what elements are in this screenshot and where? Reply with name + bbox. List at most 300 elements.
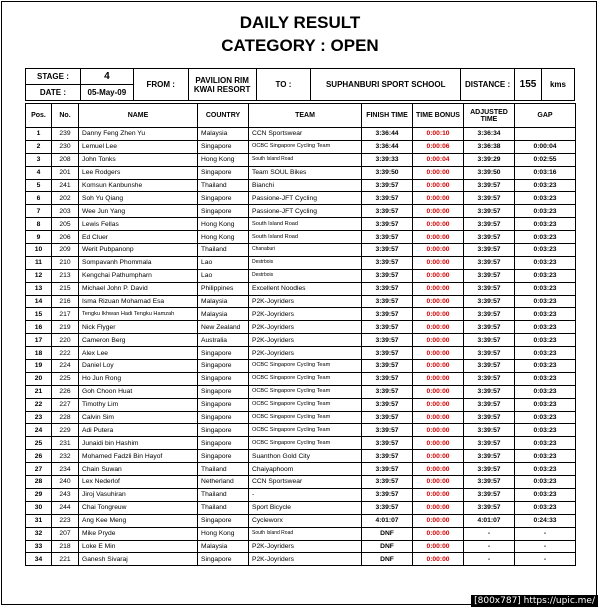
table-row	[26, 244, 576, 257]
col-adjusted-time	[464, 104, 515, 128]
distance-value: 155	[515, 69, 542, 101]
cell-time-bonus: 0:00:00	[413, 437, 464, 450]
distance-unit: kms	[542, 69, 575, 101]
from-line2: KWAI RESORT	[193, 84, 251, 94]
cell-time-bonus: 0:00:00	[413, 398, 464, 411]
cell-finish-time: 4:01:07	[362, 514, 413, 527]
table-row	[26, 128, 576, 141]
cell-country: Lao	[198, 269, 249, 282]
cell-gap: 0:03:23	[515, 321, 576, 334]
cell-name: Isma Rizuan Mohamad Esa	[79, 295, 198, 308]
cell-no: 206	[52, 231, 79, 244]
cell-finish-time: 3:39:57	[362, 256, 413, 269]
cell-no: 241	[52, 179, 79, 192]
cell-no: 225	[52, 372, 79, 385]
cell-country: Singapore	[198, 372, 249, 385]
cell-finish-time: 3:39:57	[362, 334, 413, 347]
table-row	[26, 269, 576, 282]
cell-no: 228	[52, 411, 79, 424]
cell-country: Singapore	[198, 385, 249, 398]
cell-time-bonus: 0:00:00	[413, 282, 464, 295]
cell-time-bonus: 0:00:00	[413, 231, 464, 244]
distance-label: DISTANCE :	[461, 69, 515, 101]
cell-country: Singapore	[198, 398, 249, 411]
table-row	[26, 179, 576, 192]
cell-name: Goh Choon Huat	[79, 385, 198, 398]
table-row	[26, 411, 576, 424]
watermark: [800x787] https://upic.me/	[471, 595, 598, 607]
cell-name: Timothy Lim	[79, 398, 198, 411]
cell-no: 203	[52, 205, 79, 218]
cell-adjusted-time: 3:39:57	[464, 372, 515, 385]
cell-country: Thailand	[198, 244, 249, 257]
cell-name: Soh Yu Qiang	[79, 192, 198, 205]
cell-finish-time: 3:39:57	[362, 488, 413, 501]
cell-time-bonus: 0:00:00	[413, 360, 464, 373]
cell-team: Excellent Noodles	[249, 282, 362, 295]
from-line1: PAVILION RIM	[195, 75, 249, 85]
from-label: FROM :	[133, 69, 188, 101]
cell-country: Singapore	[198, 450, 249, 463]
cell-time-bonus: 0:00:00	[413, 244, 464, 257]
cell-name: Daniel Loy	[79, 360, 198, 373]
date-value: 05-May-09	[80, 85, 133, 101]
cell-pos: 15	[26, 308, 52, 321]
cell-gap: -	[515, 540, 576, 553]
cell-team: Cycleworx	[249, 514, 362, 527]
cell-gap: 0:03:23	[515, 463, 576, 476]
cell-gap: 0:02:55	[515, 153, 576, 166]
cell-finish-time: 3:39:57	[362, 385, 413, 398]
cell-no: 221	[52, 553, 79, 566]
cell-country: Thailand	[198, 501, 249, 514]
cell-adjusted-time: 3:39:57	[464, 476, 515, 489]
cell-no: 213	[52, 269, 79, 282]
col-no: No.	[52, 104, 79, 128]
to-value: SUPHANBURI SPORT SCHOOL	[311, 69, 461, 101]
cell-country: Singapore	[198, 140, 249, 153]
cell-time-bonus: 0:00:00	[413, 424, 464, 437]
cell-no: 201	[52, 166, 79, 179]
cell-adjusted-time: 4:01:07	[464, 514, 515, 527]
cell-gap: 0:03:23	[515, 347, 576, 360]
cell-gap	[515, 128, 576, 141]
cell-adjusted-time: 3:39:57	[464, 411, 515, 424]
cell-pos: 4	[26, 166, 52, 179]
cell-adjusted-time: 3:39:57	[464, 360, 515, 373]
cell-gap: 0:03:23	[515, 179, 576, 192]
cell-adjusted-time: 3:39:29	[464, 153, 515, 166]
cell-finish-time: 3:39:57	[362, 282, 413, 295]
table-row	[26, 450, 576, 463]
cell-country: Thailand	[198, 488, 249, 501]
cell-pos: 30	[26, 501, 52, 514]
cell-adjusted-time: -	[464, 540, 515, 553]
cell-gap: 0:03:23	[515, 231, 576, 244]
table-row	[26, 360, 576, 373]
cell-gap: 0:00:04	[515, 140, 576, 153]
cell-finish-time: 3:39:57	[362, 424, 413, 437]
cell-adjusted-time: 3:39:57	[464, 205, 515, 218]
cell-pos: 12	[26, 269, 52, 282]
cell-gap: -	[515, 553, 576, 566]
table-row	[26, 308, 576, 321]
cell-gap: 0:24:33	[515, 514, 576, 527]
cell-finish-time: 3:39:57	[362, 192, 413, 205]
cell-adjusted-time: 3:39:57	[464, 334, 515, 347]
cell-time-bonus: 0:00:00	[413, 321, 464, 334]
cell-country: Malaysia	[198, 308, 249, 321]
cell-gap: -	[515, 527, 576, 540]
table-row	[26, 282, 576, 295]
cell-name: Michael John P. David	[79, 282, 198, 295]
date-label: DATE :	[26, 85, 81, 101]
cell-pos: 32	[26, 527, 52, 540]
table-row	[26, 424, 576, 437]
stage-header-table	[25, 68, 575, 101]
cell-country: Singapore	[198, 360, 249, 373]
cell-adjusted-time: 3:39:57	[464, 256, 515, 269]
cell-team: P2K-Joyriders	[249, 308, 362, 321]
col-adjusted-line1: ADJUSTED	[470, 108, 508, 116]
cell-no: 232	[52, 450, 79, 463]
cell-no: 217	[52, 308, 79, 321]
cell-no: 205	[52, 218, 79, 231]
cell-name: Loke E Min	[79, 540, 198, 553]
cell-gap: 0:03:23	[515, 282, 576, 295]
cell-time-bonus: 0:00:00	[413, 205, 464, 218]
cell-adjusted-time: 3:39:57	[464, 269, 515, 282]
cell-team: Passione-JFT Cycling	[249, 205, 362, 218]
cell-pos: 31	[26, 514, 52, 527]
cell-finish-time: 3:39:57	[362, 295, 413, 308]
cell-no: 216	[52, 295, 79, 308]
table-row	[26, 488, 576, 501]
cell-finish-time: 3:39:50	[362, 166, 413, 179]
cell-pos: 26	[26, 450, 52, 463]
cell-name: Tengku Ikhwan Hadi Tengku Hamzah	[79, 308, 198, 321]
table-row	[26, 334, 576, 347]
cell-country: Malaysia	[198, 540, 249, 553]
cell-time-bonus: 0:00:00	[413, 476, 464, 489]
cell-time-bonus: 0:00:00	[413, 334, 464, 347]
cell-finish-time: DNF	[362, 540, 413, 553]
cell-no: 202	[52, 192, 79, 205]
cell-adjusted-time: 3:36:34	[464, 128, 515, 141]
cell-time-bonus: 0:00:00	[413, 514, 464, 527]
cell-adjusted-time: 3:39:57	[464, 192, 515, 205]
cell-no: 223	[52, 514, 79, 527]
cell-finish-time: 3:39:57	[362, 437, 413, 450]
cell-team: Destrbois	[249, 256, 362, 269]
cell-pos: 17	[26, 334, 52, 347]
cell-pos: 2	[26, 140, 52, 153]
cell-finish-time: 3:39:57	[362, 269, 413, 282]
cell-finish-time: 3:39:57	[362, 321, 413, 334]
cell-finish-time: 3:39:57	[362, 218, 413, 231]
cell-finish-time: 3:39:57	[362, 501, 413, 514]
cell-finish-time: 3:39:57	[362, 372, 413, 385]
table-row	[26, 153, 576, 166]
cell-time-bonus: 0:00:00	[413, 385, 464, 398]
cell-country: Singapore	[198, 166, 249, 179]
cell-gap: 0:03:23	[515, 244, 576, 257]
cell-pos: 3	[26, 153, 52, 166]
cell-time-bonus: 0:00:00	[413, 179, 464, 192]
cell-name: Lewis Fellas	[79, 218, 198, 231]
table-row	[26, 476, 576, 489]
cell-team: South Island Road	[249, 218, 362, 231]
cell-no: 227	[52, 398, 79, 411]
to-label: TO :	[256, 69, 311, 101]
cell-adjusted-time: 3:39:57	[464, 321, 515, 334]
cell-team: South Island Road	[249, 527, 362, 540]
cell-adjusted-time: 3:36:38	[464, 140, 515, 153]
cell-gap: 0:03:23	[515, 360, 576, 373]
cell-name: Komsun Kanbunshe	[79, 179, 198, 192]
cell-country: Singapore	[198, 347, 249, 360]
cell-country: Singapore	[198, 205, 249, 218]
cell-country: Philippines	[198, 282, 249, 295]
cell-name: Ang Kee Meng	[79, 514, 198, 527]
cell-no: 208	[52, 153, 79, 166]
cell-gap: 0:03:16	[515, 166, 576, 179]
cell-time-bonus: 0:00:00	[413, 553, 464, 566]
cell-time-bonus: 0:00:00	[413, 501, 464, 514]
cell-adjusted-time: 3:39:57	[464, 463, 515, 476]
cell-gap: 0:03:23	[515, 205, 576, 218]
cell-gap: 0:03:23	[515, 192, 576, 205]
table-row	[26, 295, 576, 308]
cell-pos: 13	[26, 282, 52, 295]
cell-adjusted-time: 3:39:57	[464, 437, 515, 450]
cell-finish-time: 3:36:44	[362, 140, 413, 153]
cell-name: Cameron Berg	[79, 334, 198, 347]
cell-pos: 20	[26, 372, 52, 385]
cell-team: P2K-Joyriders	[249, 334, 362, 347]
cell-pos: 11	[26, 256, 52, 269]
results-table	[25, 103, 576, 566]
cell-finish-time: DNF	[362, 527, 413, 540]
cell-team: P2K-Joyriders	[249, 553, 362, 566]
cell-team: OCBC Singapore Cycling Team	[249, 140, 362, 153]
cell-name: Werit Pubpanonp	[79, 244, 198, 257]
cell-pos: 18	[26, 347, 52, 360]
cell-adjusted-time: 3:39:50	[464, 166, 515, 179]
stage-label: STAGE :	[26, 69, 81, 85]
cell-time-bonus: 0:00:00	[413, 450, 464, 463]
cell-adjusted-time: 3:39:57	[464, 244, 515, 257]
cell-no: 243	[52, 488, 79, 501]
cell-adjusted-time: 3:39:57	[464, 308, 515, 321]
cell-gap: 0:03:23	[515, 450, 576, 463]
cell-finish-time: 3:39:57	[362, 411, 413, 424]
cell-time-bonus: 0:00:00	[413, 166, 464, 179]
cell-pos: 5	[26, 179, 52, 192]
cell-adjusted-time: 3:39:57	[464, 218, 515, 231]
cell-pos: 34	[26, 553, 52, 566]
cell-gap: 0:03:23	[515, 424, 576, 437]
cell-team: P2K-Joyriders	[249, 347, 362, 360]
cell-no: 234	[52, 463, 79, 476]
cell-country: Singapore	[198, 553, 249, 566]
cell-name: Sompavanh Phommala	[79, 256, 198, 269]
cell-pos: 10	[26, 244, 52, 257]
col-pos: Pos.	[26, 104, 52, 128]
cell-team: South Island Road	[249, 231, 362, 244]
cell-finish-time: 3:39:57	[362, 244, 413, 257]
cell-adjusted-time: 3:39:57	[464, 385, 515, 398]
cell-no: 239	[52, 128, 79, 141]
cell-country: Malaysia	[198, 128, 249, 141]
cell-no: 218	[52, 540, 79, 553]
cell-name: Kengchai Pathumpharn	[79, 269, 198, 282]
cell-name: Chain Suwan	[79, 463, 198, 476]
col-team: TEAM	[249, 104, 362, 128]
cell-pos: 23	[26, 411, 52, 424]
cell-team: OCBC Singapore Cycling Team	[249, 372, 362, 385]
cell-pos: 1	[26, 128, 52, 141]
cell-pos: 19	[26, 360, 52, 373]
cell-time-bonus: 0:00:00	[413, 540, 464, 553]
cell-finish-time: 3:39:57	[362, 450, 413, 463]
cell-no: 210	[52, 256, 79, 269]
table-row	[26, 463, 576, 476]
cell-team: P2K-Joyriders	[249, 295, 362, 308]
from-value	[188, 69, 256, 101]
cell-adjusted-time: -	[464, 527, 515, 540]
cell-time-bonus: 0:00:00	[413, 527, 464, 540]
cell-no: 231	[52, 437, 79, 450]
cell-no: 226	[52, 385, 79, 398]
cell-team: Team SOUL Bikes	[249, 166, 362, 179]
cell-name: Mike Pryde	[79, 527, 198, 540]
cell-country: Thailand	[198, 463, 249, 476]
table-row	[26, 540, 576, 553]
cell-no: 229	[52, 424, 79, 437]
cell-country: Singapore	[198, 192, 249, 205]
cell-name: Danny Feng Zhen Yu	[79, 128, 198, 141]
cell-time-bonus: 0:00:06	[413, 140, 464, 153]
cell-team: Bianchi	[249, 179, 362, 192]
cell-finish-time: 3:36:44	[362, 128, 413, 141]
cell-team: CCN Sportswear	[249, 476, 362, 489]
cell-team: Suanthon Gold City	[249, 450, 362, 463]
cell-pos: 22	[26, 398, 52, 411]
cell-adjusted-time: -	[464, 553, 515, 566]
cell-country: Netherland	[198, 476, 249, 489]
cell-team: OCBC Singapore Cycling Team	[249, 424, 362, 437]
cell-pos: 24	[26, 424, 52, 437]
cell-no: 215	[52, 282, 79, 295]
table-row	[26, 501, 576, 514]
table-row	[26, 372, 576, 385]
cell-country: Singapore	[198, 514, 249, 527]
cell-time-bonus: 0:00:00	[413, 269, 464, 282]
cell-adjusted-time: 3:39:57	[464, 501, 515, 514]
table-row	[26, 527, 576, 540]
cell-time-bonus: 0:00:00	[413, 295, 464, 308]
col-country: COUNTRY	[198, 104, 249, 128]
cell-adjusted-time: 3:39:57	[464, 347, 515, 360]
cell-country: Hong Kong	[198, 153, 249, 166]
cell-country: Hong Kong	[198, 218, 249, 231]
cell-gap: 0:03:23	[515, 385, 576, 398]
stage-value: 4	[80, 69, 133, 85]
cell-gap: 0:03:23	[515, 411, 576, 424]
cell-finish-time: 3:39:57	[362, 360, 413, 373]
cell-name: Mohamed Fadzli Bin Hayof	[79, 450, 198, 463]
cell-country: Hong Kong	[198, 527, 249, 540]
cell-team: Sport Bicycle	[249, 501, 362, 514]
cell-pos: 14	[26, 295, 52, 308]
table-row	[26, 166, 576, 179]
cell-gap: 0:03:23	[515, 437, 576, 450]
cell-time-bonus: 0:00:00	[413, 411, 464, 424]
cell-team: Destrbois	[249, 269, 362, 282]
cell-time-bonus: 0:00:00	[413, 192, 464, 205]
cell-gap: 0:03:23	[515, 501, 576, 514]
cell-name: Ganesh Sivaraj	[79, 553, 198, 566]
cell-finish-time: 3:39:57	[362, 476, 413, 489]
cell-pos: 16	[26, 321, 52, 334]
cell-country: Malaysia	[198, 295, 249, 308]
cell-team: Chaiyaphoom	[249, 463, 362, 476]
cell-finish-time: DNF	[362, 553, 413, 566]
cell-name: Jiroj Vasuhiran	[79, 488, 198, 501]
cell-no: 222	[52, 347, 79, 360]
cell-team: OCBC Singapore Cycling Team	[249, 385, 362, 398]
cell-name: Junaidi bin Hashim	[79, 437, 198, 450]
table-row	[26, 192, 576, 205]
cell-country: Singapore	[198, 437, 249, 450]
col-finish-time: FINISH TIME	[362, 104, 413, 128]
cell-gap: 0:03:23	[515, 372, 576, 385]
table-row	[26, 321, 576, 334]
cell-pos: 28	[26, 476, 52, 489]
cell-pos: 29	[26, 488, 52, 501]
cell-team: OCBC Singapore Cycling Team	[249, 437, 362, 450]
cell-pos: 8	[26, 218, 52, 231]
category-subtitle: CATEGORY : OPEN	[221, 36, 379, 55]
cell-country: Lao	[198, 256, 249, 269]
cell-name: Adi Putera	[79, 424, 198, 437]
cell-finish-time: 3:39:57	[362, 205, 413, 218]
cell-name: Lee Rodgers	[79, 166, 198, 179]
cell-country: Singapore	[198, 411, 249, 424]
cell-finish-time: 3:39:33	[362, 153, 413, 166]
cell-pos: 6	[26, 192, 52, 205]
cell-name: John Tonks	[79, 153, 198, 166]
cell-no: 224	[52, 360, 79, 373]
cell-name: Chai Tongreuw	[79, 501, 198, 514]
cell-team: OCBC Singapore Cycling Team	[249, 360, 362, 373]
table-row	[26, 205, 576, 218]
cell-gap: 0:03:23	[515, 488, 576, 501]
cell-gap: 0:03:23	[515, 256, 576, 269]
cell-name: Ho Jun Rong	[79, 372, 198, 385]
cell-no: 244	[52, 501, 79, 514]
table-row	[26, 553, 576, 566]
cell-adjusted-time: 3:39:57	[464, 231, 515, 244]
table-row	[26, 347, 576, 360]
cell-time-bonus: 0:00:00	[413, 488, 464, 501]
page-title: DAILY RESULT	[239, 13, 361, 32]
cell-team: OCBC Singapore Cycling Team	[249, 411, 362, 424]
cell-finish-time: 3:39:57	[362, 463, 413, 476]
cell-time-bonus: 0:00:00	[413, 308, 464, 321]
cell-pos: 25	[26, 437, 52, 450]
